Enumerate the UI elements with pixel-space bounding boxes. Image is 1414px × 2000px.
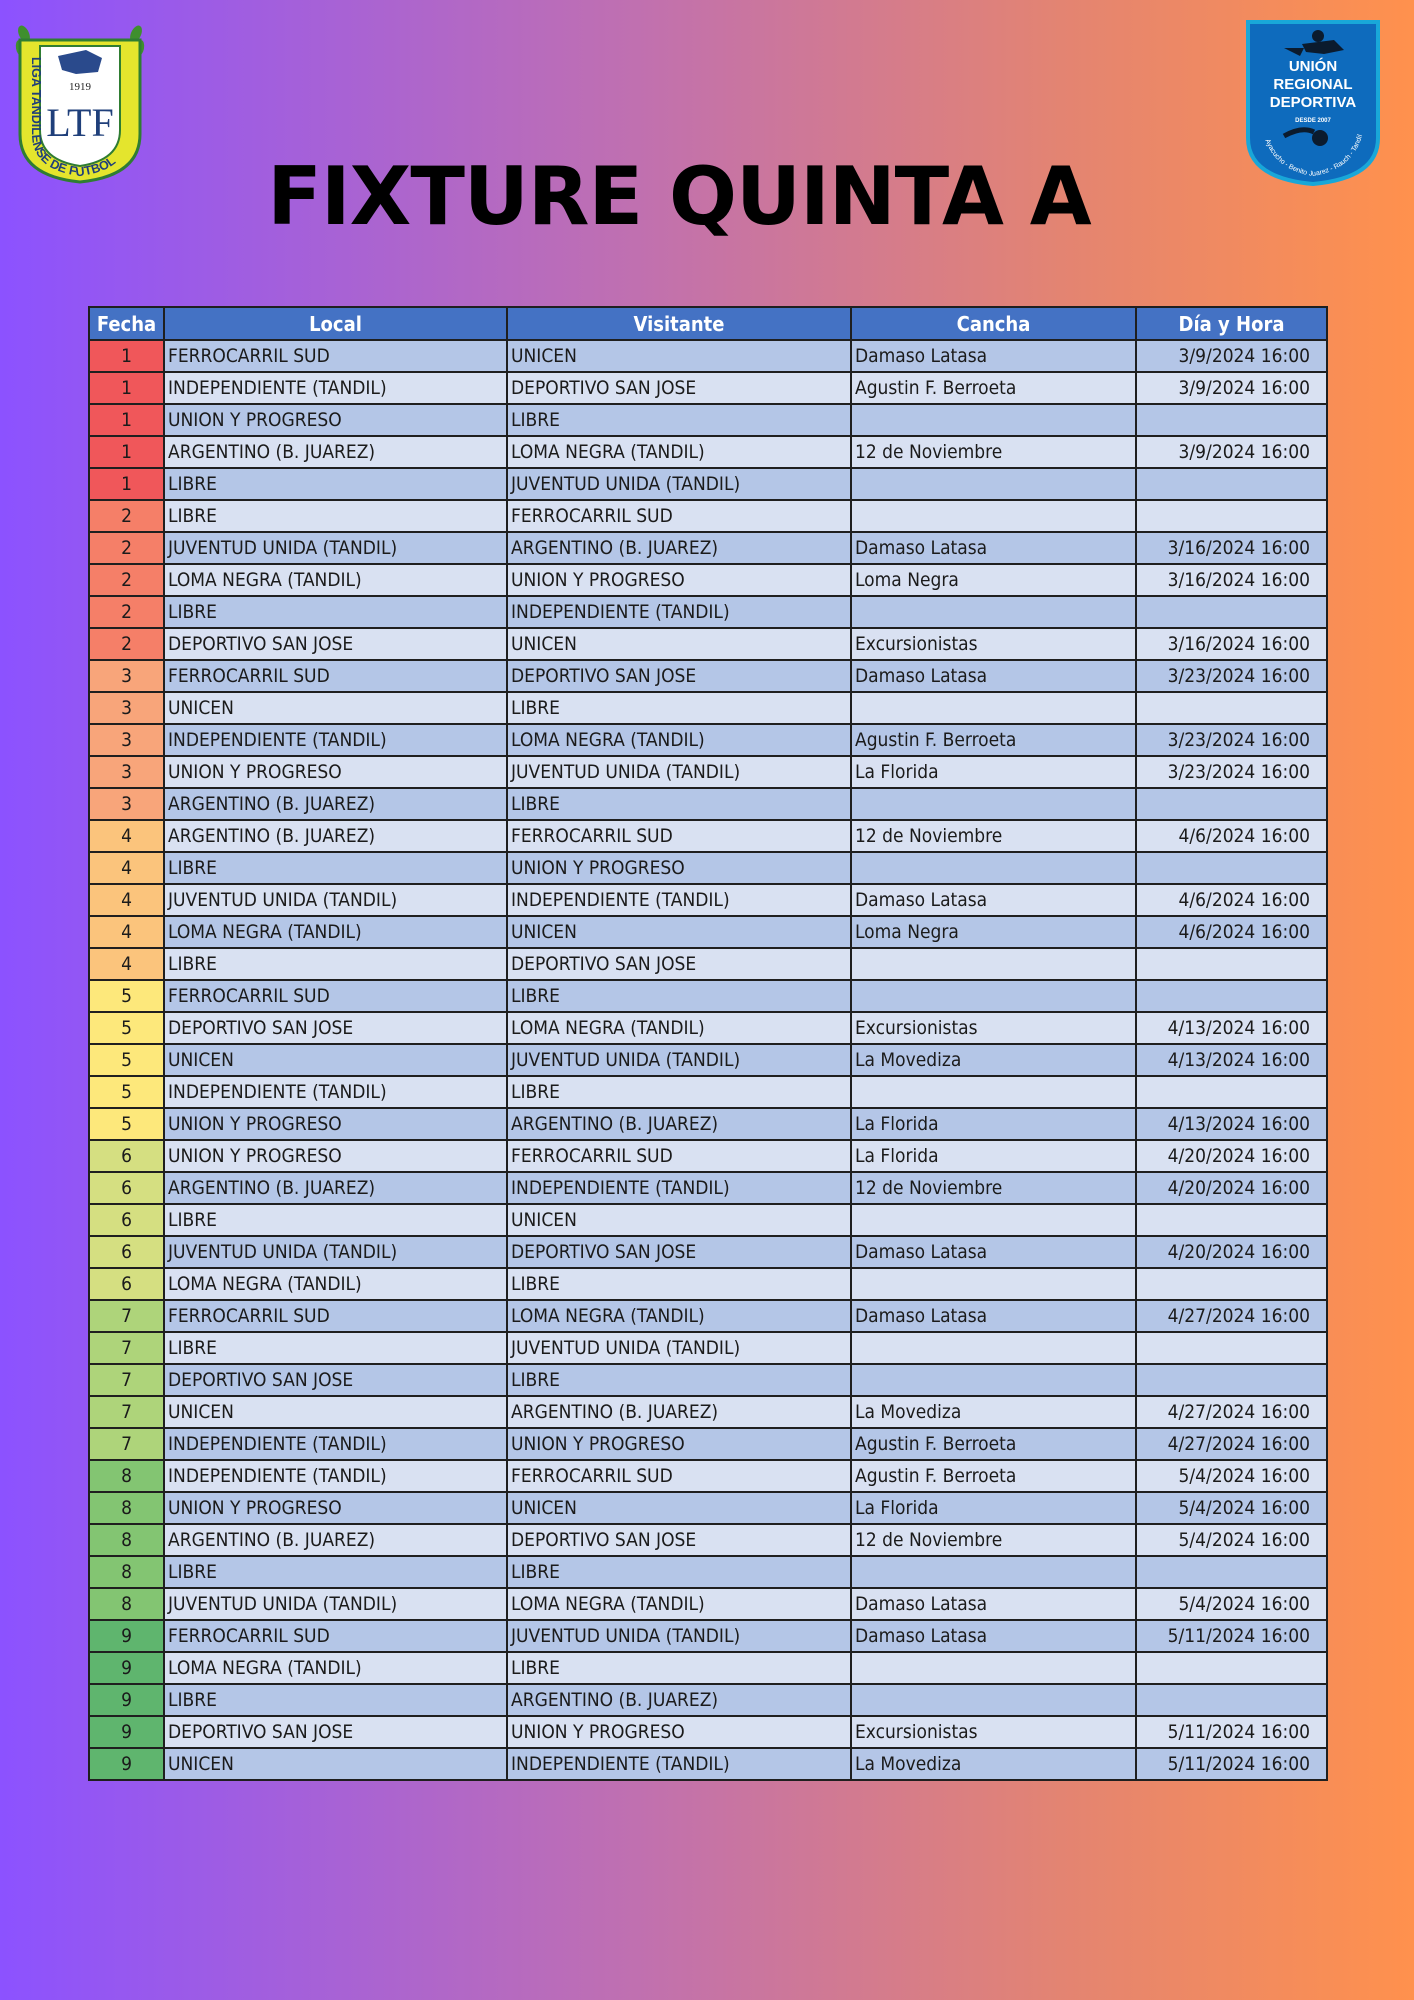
local-cell: UNION Y PROGRESO	[164, 1492, 507, 1524]
visitante-cell: LIBRE	[507, 1268, 851, 1300]
cancha-cell: Damaso Latasa	[851, 1236, 1136, 1268]
logo-right-line3: DEPORTIVA	[1269, 94, 1357, 111]
table-row	[89, 468, 1327, 500]
fecha-cell: 1	[89, 340, 164, 372]
table-row	[89, 1748, 1327, 1780]
table-row	[89, 788, 1327, 820]
fecha-cell: 6	[89, 1140, 164, 1172]
cancha-cell: Damaso Latasa	[851, 1300, 1136, 1332]
dia-hora-cell	[1136, 1684, 1327, 1716]
logo-right-line2: REGIONAL	[1273, 76, 1353, 93]
local-cell: UNION Y PROGRESO	[164, 404, 507, 436]
cancha-cell: La Florida	[851, 1140, 1136, 1172]
local-cell: UNICEN	[164, 1044, 507, 1076]
local-cell: INDEPENDIENTE (TANDIL)	[164, 724, 507, 756]
table-row	[89, 500, 1327, 532]
table-row	[89, 1108, 1327, 1140]
union-regional-deportiva-logo	[1244, 18, 1382, 186]
table-row	[89, 1204, 1327, 1236]
fecha-cell: 1	[89, 436, 164, 468]
cancha-cell: La Florida	[851, 1108, 1136, 1140]
table-row	[89, 884, 1327, 916]
visitante-cell: INDEPENDIENTE (TANDIL)	[507, 596, 851, 628]
table-row	[89, 532, 1327, 564]
fecha-cell: 4	[89, 884, 164, 916]
table-row	[89, 980, 1327, 1012]
fecha-cell: 5	[89, 1108, 164, 1140]
dia-hora-cell	[1136, 1204, 1327, 1236]
fecha-cell: 9	[89, 1716, 164, 1748]
visitante-cell: UNION Y PROGRESO	[507, 852, 851, 884]
table-row	[89, 1396, 1327, 1428]
fecha-cell: 9	[89, 1652, 164, 1684]
cancha-cell: Agustin F. Berroeta	[851, 1428, 1136, 1460]
local-cell: DEPORTIVO SAN JOSE	[164, 628, 507, 660]
cancha-cell	[851, 1204, 1136, 1236]
table-row	[89, 340, 1327, 372]
visitante-cell: LIBRE	[507, 788, 851, 820]
table-row	[89, 1076, 1327, 1108]
dia-hora-cell	[1136, 1652, 1327, 1684]
local-cell: UNICEN	[164, 692, 507, 724]
table-row	[89, 1588, 1327, 1620]
dia-hora-cell: 4/6/2024 16:00	[1136, 820, 1327, 852]
dia-hora-cell: 4/27/2024 16:00	[1136, 1396, 1327, 1428]
cancha-cell	[851, 1268, 1136, 1300]
local-cell: LOMA NEGRA (TANDIL)	[164, 916, 507, 948]
logo-right-since: DESDE 2007	[1295, 118, 1331, 124]
visitante-cell: LIBRE	[507, 1652, 851, 1684]
header-dia-y-hora: Día y Hora	[1136, 307, 1327, 340]
dia-hora-cell: 4/6/2024 16:00	[1136, 916, 1327, 948]
dia-hora-cell: 4/27/2024 16:00	[1136, 1300, 1327, 1332]
cancha-cell: Damaso Latasa	[851, 660, 1136, 692]
visitante-cell: DEPORTIVO SAN JOSE	[507, 372, 851, 404]
table-row	[89, 1652, 1327, 1684]
dia-hora-cell: 5/11/2024 16:00	[1136, 1748, 1327, 1780]
fecha-cell: 4	[89, 948, 164, 980]
cancha-cell: Excursionistas	[851, 1716, 1136, 1748]
fecha-cell: 8	[89, 1492, 164, 1524]
dia-hora-cell	[1136, 500, 1327, 532]
visitante-cell: JUVENTUD UNIDA (TANDIL)	[507, 1044, 851, 1076]
table-row	[89, 1684, 1327, 1716]
table-row	[89, 1140, 1327, 1172]
dia-hora-cell: 5/11/2024 16:00	[1136, 1620, 1327, 1652]
visitante-cell: DEPORTIVO SAN JOSE	[507, 1236, 851, 1268]
table-row	[89, 1556, 1327, 1588]
cancha-cell	[851, 788, 1136, 820]
local-cell: FERROCARRIL SUD	[164, 340, 507, 372]
header-fecha: Fecha	[89, 307, 164, 340]
local-cell: LIBRE	[164, 596, 507, 628]
cancha-cell: Agustin F. Berroeta	[851, 1460, 1136, 1492]
table-row	[89, 820, 1327, 852]
dia-hora-cell	[1136, 692, 1327, 724]
local-cell: LIBRE	[164, 1556, 507, 1588]
dia-hora-cell: 4/20/2024 16:00	[1136, 1140, 1327, 1172]
cancha-cell	[851, 692, 1136, 724]
dia-hora-cell	[1136, 1268, 1327, 1300]
visitante-cell: LOMA NEGRA (TANDIL)	[507, 1300, 851, 1332]
dia-hora-cell	[1136, 852, 1327, 884]
fecha-cell: 2	[89, 596, 164, 628]
visitante-cell: DEPORTIVO SAN JOSE	[507, 660, 851, 692]
visitante-cell: ARGENTINO (B. JUAREZ)	[507, 532, 851, 564]
fecha-cell: 9	[89, 1684, 164, 1716]
dia-hora-cell	[1136, 468, 1327, 500]
header-visitante: Visitante	[507, 307, 851, 340]
dia-hora-cell: 4/6/2024 16:00	[1136, 884, 1327, 916]
cancha-cell: Damaso Latasa	[851, 532, 1136, 564]
table-row	[89, 628, 1327, 660]
fecha-cell: 6	[89, 1268, 164, 1300]
dia-hora-cell	[1136, 1332, 1327, 1364]
dia-hora-cell	[1136, 1364, 1327, 1396]
visitante-cell: LIBRE	[507, 404, 851, 436]
fecha-cell: 2	[89, 628, 164, 660]
cancha-cell: Damaso Latasa	[851, 340, 1136, 372]
cancha-cell	[851, 980, 1136, 1012]
table-row	[89, 660, 1327, 692]
fecha-cell: 3	[89, 756, 164, 788]
visitante-cell: LIBRE	[507, 1076, 851, 1108]
dia-hora-cell: 3/23/2024 16:00	[1136, 660, 1327, 692]
cancha-cell: La Movediza	[851, 1044, 1136, 1076]
table-row	[89, 692, 1327, 724]
header-local: Local	[164, 307, 507, 340]
cancha-cell: Loma Negra	[851, 564, 1136, 596]
fecha-cell: 7	[89, 1300, 164, 1332]
table-row	[89, 1172, 1327, 1204]
fecha-cell: 1	[89, 372, 164, 404]
dia-hora-cell: 3/23/2024 16:00	[1136, 756, 1327, 788]
local-cell: UNICEN	[164, 1396, 507, 1428]
local-cell: UNICEN	[164, 1748, 507, 1780]
table-row	[89, 1332, 1327, 1364]
fecha-cell: 2	[89, 532, 164, 564]
fecha-cell: 7	[89, 1396, 164, 1428]
fecha-cell: 1	[89, 468, 164, 500]
cancha-cell	[851, 500, 1136, 532]
fecha-cell: 3	[89, 788, 164, 820]
cancha-cell: 12 de Noviembre	[851, 820, 1136, 852]
fixture-table	[88, 306, 1328, 1781]
visitante-cell: LOMA NEGRA (TANDIL)	[507, 1012, 851, 1044]
fecha-cell: 7	[89, 1332, 164, 1364]
fecha-cell: 5	[89, 980, 164, 1012]
cancha-cell: Agustin F. Berroeta	[851, 372, 1136, 404]
visitante-cell: UNION Y PROGRESO	[507, 1716, 851, 1748]
visitante-cell: UNICEN	[507, 1492, 851, 1524]
visitante-cell: JUVENTUD UNIDA (TANDIL)	[507, 468, 851, 500]
local-cell: LOMA NEGRA (TANDIL)	[164, 564, 507, 596]
dia-hora-cell	[1136, 404, 1327, 436]
local-cell: INDEPENDIENTE (TANDIL)	[164, 372, 507, 404]
cancha-cell: Excursionistas	[851, 1012, 1136, 1044]
visitante-cell: DEPORTIVO SAN JOSE	[507, 1524, 851, 1556]
logo-left-year: 1919	[69, 81, 91, 93]
cancha-cell: La Movediza	[851, 1396, 1136, 1428]
table-header-row	[89, 307, 1327, 340]
fecha-cell: 5	[89, 1076, 164, 1108]
ball-icon	[1312, 130, 1328, 146]
fecha-cell: 2	[89, 500, 164, 532]
visitante-cell: UNICEN	[507, 340, 851, 372]
logo-left-initials: LTF	[46, 100, 114, 145]
dia-hora-cell: 4/13/2024 16:00	[1136, 1044, 1327, 1076]
dia-hora-cell	[1136, 1076, 1327, 1108]
table-row	[89, 948, 1327, 980]
local-cell: LOMA NEGRA (TANDIL)	[164, 1268, 507, 1300]
table-row	[89, 1012, 1327, 1044]
local-cell: JUVENTUD UNIDA (TANDIL)	[164, 884, 507, 916]
local-cell: FERROCARRIL SUD	[164, 660, 507, 692]
dia-hora-cell: 3/9/2024 16:00	[1136, 372, 1327, 404]
visitante-cell: ARGENTINO (B. JUAREZ)	[507, 1396, 851, 1428]
dia-hora-cell: 4/27/2024 16:00	[1136, 1428, 1327, 1460]
dia-hora-cell: 3/23/2024 16:00	[1136, 724, 1327, 756]
visitante-cell: UNICEN	[507, 628, 851, 660]
cancha-cell: 12 de Noviembre	[851, 436, 1136, 468]
visitante-cell: UNICEN	[507, 1204, 851, 1236]
fecha-cell: 4	[89, 916, 164, 948]
local-cell: DEPORTIVO SAN JOSE	[164, 1716, 507, 1748]
visitante-cell: LIBRE	[507, 692, 851, 724]
fixture-table-body	[89, 340, 1327, 1780]
fecha-cell: 6	[89, 1236, 164, 1268]
table-row	[89, 852, 1327, 884]
local-cell: LIBRE	[164, 1204, 507, 1236]
local-cell: LIBRE	[164, 852, 507, 884]
fecha-cell: 1	[89, 404, 164, 436]
table-row	[89, 1460, 1327, 1492]
local-cell: UNION Y PROGRESO	[164, 1140, 507, 1172]
fecha-cell: 6	[89, 1172, 164, 1204]
local-cell: ARGENTINO (B. JUAREZ)	[164, 820, 507, 852]
cancha-cell	[851, 596, 1136, 628]
fecha-cell: 5	[89, 1044, 164, 1076]
logo-right-line1: UNIÓN	[1288, 58, 1338, 75]
dia-hora-cell: 5/11/2024 16:00	[1136, 1716, 1327, 1748]
visitante-cell: LOMA NEGRA (TANDIL)	[507, 436, 851, 468]
cancha-cell	[851, 468, 1136, 500]
local-cell: ARGENTINO (B. JUAREZ)	[164, 788, 507, 820]
dia-hora-cell: 3/9/2024 16:00	[1136, 436, 1327, 468]
dia-hora-cell	[1136, 1556, 1327, 1588]
local-cell: ARGENTINO (B. JUAREZ)	[164, 436, 507, 468]
cancha-cell: 12 de Noviembre	[851, 1524, 1136, 1556]
table-row	[89, 372, 1327, 404]
fecha-cell: 8	[89, 1588, 164, 1620]
fecha-cell: 4	[89, 852, 164, 884]
local-cell: FERROCARRIL SUD	[164, 1300, 507, 1332]
local-cell: LOMA NEGRA (TANDIL)	[164, 1652, 507, 1684]
local-cell: LIBRE	[164, 1332, 507, 1364]
visitante-cell: FERROCARRIL SUD	[507, 820, 851, 852]
fecha-cell: 6	[89, 1204, 164, 1236]
fecha-cell: 7	[89, 1428, 164, 1460]
local-cell: FERROCARRIL SUD	[164, 1620, 507, 1652]
local-cell: DEPORTIVO SAN JOSE	[164, 1364, 507, 1396]
local-cell: UNION Y PROGRESO	[164, 756, 507, 788]
fecha-cell: 2	[89, 564, 164, 596]
table-row	[89, 1364, 1327, 1396]
cancha-cell	[851, 1684, 1136, 1716]
local-cell: UNION Y PROGRESO	[164, 1108, 507, 1140]
table-row	[89, 916, 1327, 948]
local-cell: LIBRE	[164, 468, 507, 500]
local-cell: LIBRE	[164, 948, 507, 980]
dia-hora-cell: 3/16/2024 16:00	[1136, 628, 1327, 660]
local-cell: INDEPENDIENTE (TANDIL)	[164, 1076, 507, 1108]
table-row	[89, 1716, 1327, 1748]
local-cell: INDEPENDIENTE (TANDIL)	[164, 1428, 507, 1460]
cancha-cell	[851, 1556, 1136, 1588]
table-row	[89, 436, 1327, 468]
cancha-cell: Agustin F. Berroeta	[851, 724, 1136, 756]
dia-hora-cell: 4/20/2024 16:00	[1136, 1236, 1327, 1268]
visitante-cell: LIBRE	[507, 1364, 851, 1396]
local-cell: LIBRE	[164, 1684, 507, 1716]
dia-hora-cell: 5/4/2024 16:00	[1136, 1588, 1327, 1620]
visitante-cell: LOMA NEGRA (TANDIL)	[507, 1588, 851, 1620]
visitante-cell: INDEPENDIENTE (TANDIL)	[507, 1748, 851, 1780]
fecha-cell: 8	[89, 1460, 164, 1492]
local-cell: LIBRE	[164, 500, 507, 532]
fecha-cell: 9	[89, 1748, 164, 1780]
local-cell: FERROCARRIL SUD	[164, 980, 507, 1012]
visitante-cell: UNION Y PROGRESO	[507, 564, 851, 596]
table-row	[89, 1044, 1327, 1076]
cancha-cell	[851, 852, 1136, 884]
local-cell: JUVENTUD UNIDA (TANDIL)	[164, 532, 507, 564]
visitante-cell: LOMA NEGRA (TANDIL)	[507, 724, 851, 756]
dia-hora-cell: 4/13/2024 16:00	[1136, 1108, 1327, 1140]
local-cell: JUVENTUD UNIDA (TANDIL)	[164, 1236, 507, 1268]
cancha-cell	[851, 1076, 1136, 1108]
visitante-cell: JUVENTUD UNIDA (TANDIL)	[507, 1332, 851, 1364]
fecha-cell: 3	[89, 660, 164, 692]
dia-hora-cell: 3/9/2024 16:00	[1136, 340, 1327, 372]
visitante-cell: ARGENTINO (B. JUAREZ)	[507, 1108, 851, 1140]
cancha-cell: Damaso Latasa	[851, 884, 1136, 916]
logo-right-ring-text: Ayacucho - Benito Juarez - Rauch - Tandil	[1263, 133, 1365, 179]
dia-hora-cell: 4/13/2024 16:00	[1136, 1012, 1327, 1044]
dia-hora-cell	[1136, 948, 1327, 980]
visitante-cell: UNION Y PROGRESO	[507, 1428, 851, 1460]
visitante-cell: FERROCARRIL SUD	[507, 1140, 851, 1172]
local-cell: ARGENTINO (B. JUAREZ)	[164, 1172, 507, 1204]
table-row	[89, 404, 1327, 436]
visitante-cell: FERROCARRIL SUD	[507, 500, 851, 532]
dia-hora-cell	[1136, 596, 1327, 628]
local-cell: ARGENTINO (B. JUAREZ)	[164, 1524, 507, 1556]
visitante-cell: JUVENTUD UNIDA (TANDIL)	[507, 1620, 851, 1652]
cancha-cell	[851, 948, 1136, 980]
table-row	[89, 1300, 1327, 1332]
cancha-cell	[851, 1652, 1136, 1684]
header-cancha: Cancha	[851, 307, 1136, 340]
visitante-cell: INDEPENDIENTE (TANDIL)	[507, 884, 851, 916]
table-row	[89, 1236, 1327, 1268]
fecha-cell: 4	[89, 820, 164, 852]
cancha-cell	[851, 1332, 1136, 1364]
table-row	[89, 724, 1327, 756]
fecha-cell: 8	[89, 1524, 164, 1556]
fecha-cell: 9	[89, 1620, 164, 1652]
cancha-cell: La Florida	[851, 1492, 1136, 1524]
local-cell: JUVENTUD UNIDA (TANDIL)	[164, 1588, 507, 1620]
logo-left-ring-text: LIGA TANDILENSE DE FUTBOL	[28, 57, 119, 180]
table-row	[89, 1268, 1327, 1300]
visitante-cell: DEPORTIVO SAN JOSE	[507, 948, 851, 980]
fecha-cell: 3	[89, 692, 164, 724]
fecha-cell: 3	[89, 724, 164, 756]
table-row	[89, 1620, 1327, 1652]
page-title: FIXTURE QUINTA A	[267, 149, 1091, 243]
dia-hora-cell: 5/4/2024 16:00	[1136, 1492, 1327, 1524]
dia-hora-cell: 3/16/2024 16:00	[1136, 564, 1327, 596]
local-cell: INDEPENDIENTE (TANDIL)	[164, 1460, 507, 1492]
cancha-cell: La Florida	[851, 756, 1136, 788]
visitante-cell: UNICEN	[507, 916, 851, 948]
cancha-cell	[851, 1364, 1136, 1396]
table-row	[89, 756, 1327, 788]
table-row	[89, 564, 1327, 596]
visitante-cell: LIBRE	[507, 1556, 851, 1588]
table-row	[89, 1524, 1327, 1556]
dia-hora-cell: 5/4/2024 16:00	[1136, 1460, 1327, 1492]
visitante-cell: JUVENTUD UNIDA (TANDIL)	[507, 756, 851, 788]
cancha-cell	[851, 404, 1136, 436]
dia-hora-cell	[1136, 788, 1327, 820]
cancha-cell: Damaso Latasa	[851, 1620, 1136, 1652]
dia-hora-cell: 3/16/2024 16:00	[1136, 532, 1327, 564]
cancha-cell: Damaso Latasa	[851, 1588, 1136, 1620]
cancha-cell: Excursionistas	[851, 628, 1136, 660]
dia-hora-cell: 5/4/2024 16:00	[1136, 1524, 1327, 1556]
fecha-cell: 8	[89, 1556, 164, 1588]
visitante-cell: ARGENTINO (B. JUAREZ)	[507, 1684, 851, 1716]
local-cell: DEPORTIVO SAN JOSE	[164, 1012, 507, 1044]
table-row	[89, 1492, 1327, 1524]
fecha-cell: 5	[89, 1012, 164, 1044]
cancha-cell: 12 de Noviembre	[851, 1172, 1136, 1204]
dia-hora-cell	[1136, 980, 1327, 1012]
cancha-cell: La Movediza	[851, 1748, 1136, 1780]
dia-hora-cell: 4/20/2024 16:00	[1136, 1172, 1327, 1204]
visitante-cell: INDEPENDIENTE (TANDIL)	[507, 1172, 851, 1204]
table-row	[89, 1428, 1327, 1460]
cancha-cell: Loma Negra	[851, 916, 1136, 948]
visitante-cell: FERROCARRIL SUD	[507, 1460, 851, 1492]
fecha-cell: 7	[89, 1364, 164, 1396]
visitante-cell: LIBRE	[507, 980, 851, 1012]
table-row	[89, 596, 1327, 628]
